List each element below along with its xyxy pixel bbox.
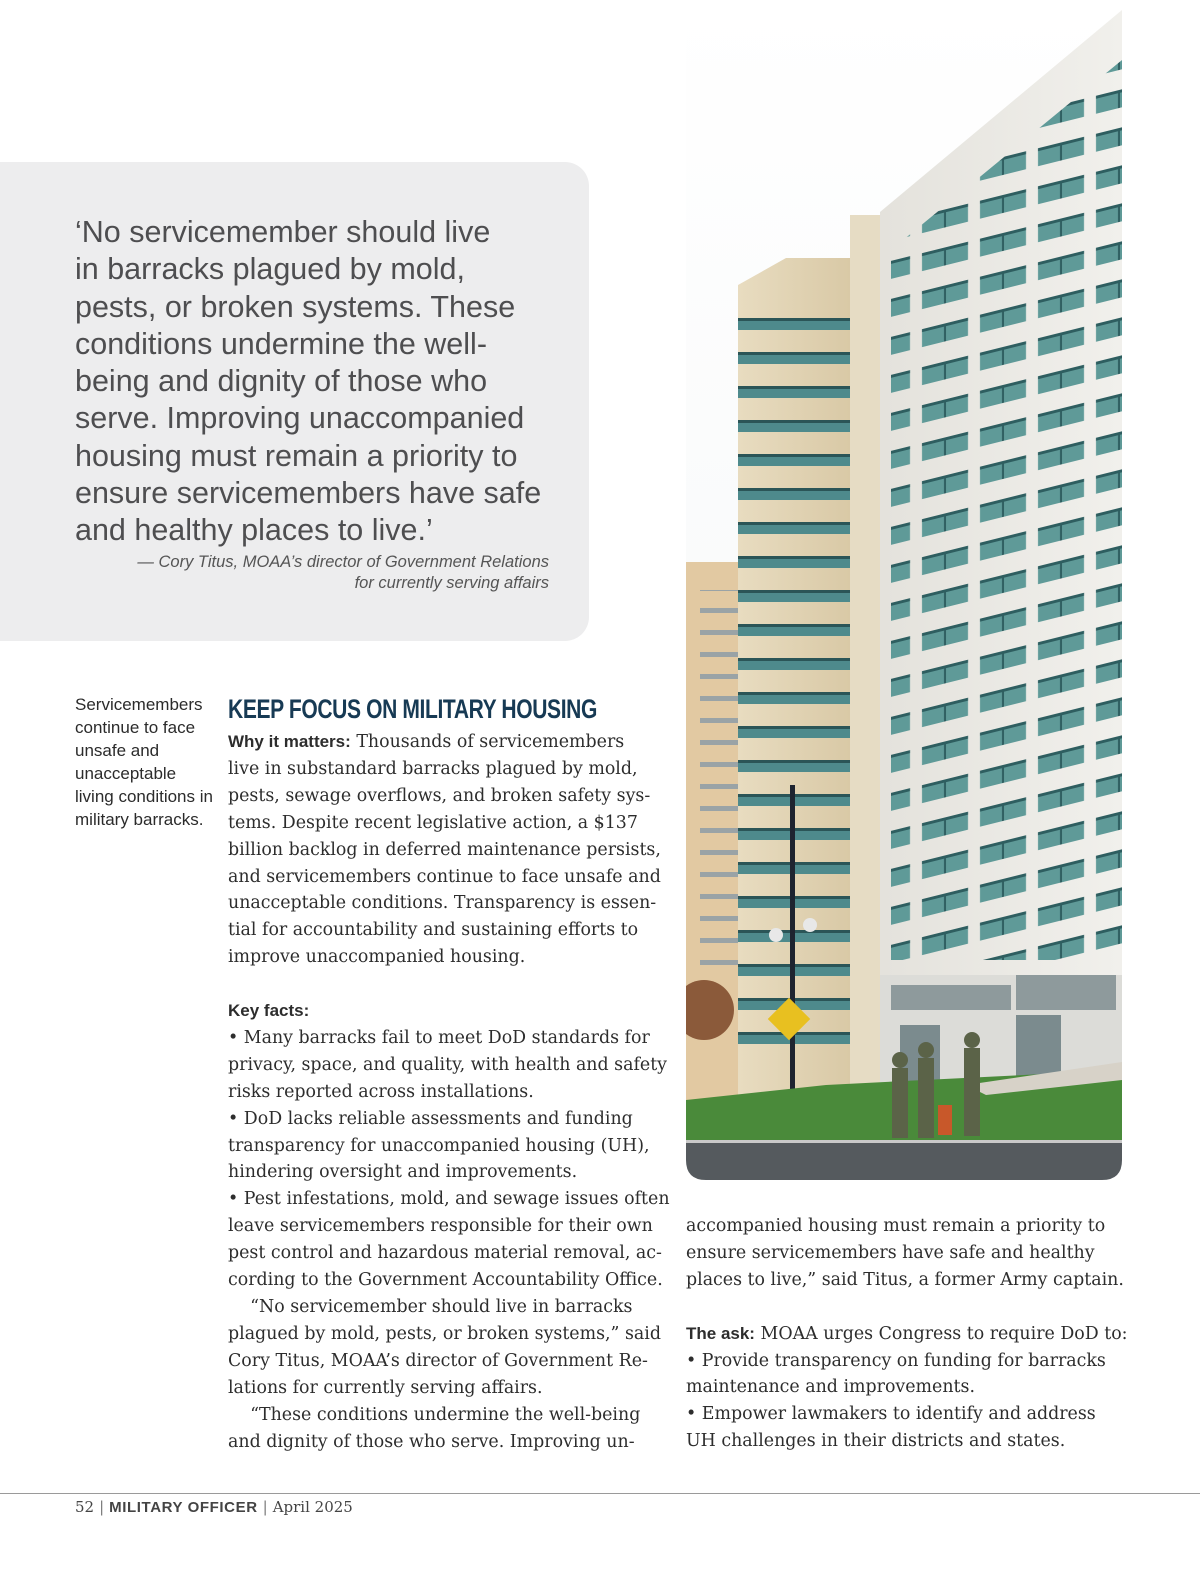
body-line: pest control and hazardous material removal, ac- bbox=[228, 1243, 662, 1264]
quote-line: serve. Improving unaccompanied bbox=[75, 401, 525, 436]
body-line: ensure servicemembers have safe and healthy bbox=[686, 1242, 1095, 1263]
body-line: maintenance and improvements. bbox=[686, 1377, 975, 1398]
body-line: tems. Despite recent legislative action, a $137 bbox=[228, 812, 638, 833]
body-line: transparency for unaccompanied housing (UH), bbox=[228, 1135, 650, 1156]
why-it-matters-label: Why it matters: bbox=[228, 732, 351, 751]
body-line: tial for accountability and sustaining efforts to bbox=[228, 920, 639, 941]
body-line: • Pest infestations, mold, and sewage issues often bbox=[228, 1189, 670, 1210]
quote-line: pests, or broken systems. These bbox=[75, 289, 516, 324]
barracks-building-photo bbox=[686, 0, 1122, 1180]
quote-line: being and dignity of those who bbox=[75, 364, 488, 399]
body-line: risks reported across installations. bbox=[228, 1081, 534, 1102]
quote-line: ensure servicemembers have safe bbox=[75, 476, 542, 511]
body-line: improve unaccompanied housing. bbox=[228, 947, 526, 968]
footer-rule bbox=[0, 1493, 1200, 1494]
quote-line: conditions undermine the well- bbox=[75, 326, 487, 361]
issue-date: April 2025 bbox=[272, 1498, 353, 1516]
pull-quote-text bbox=[75, 214, 545, 550]
body-line: accompanied housing must remain a priority to bbox=[686, 1216, 1106, 1236]
the-ask-label: The ask: bbox=[686, 1323, 755, 1343]
page-number: 52 bbox=[75, 1498, 95, 1516]
key-facts-label: Key facts: bbox=[228, 1001, 310, 1021]
quote-line: housing must remain a priority to bbox=[75, 438, 518, 473]
body-line: leave servicemembers responsible for their own bbox=[228, 1216, 653, 1237]
body-line: and servicemembers continue to face unsafe and bbox=[228, 866, 661, 887]
body-line: • DoD lacks reliable assessments and funding bbox=[228, 1108, 633, 1129]
body-line: and dignity of those who serve. Improving un- bbox=[228, 1431, 635, 1452]
article-column-right bbox=[686, 1213, 1126, 1455]
body-line: • Provide transparency on funding for barracks bbox=[686, 1350, 1106, 1371]
quote-line: and healthy places to live.’ bbox=[75, 513, 433, 548]
body-line: Thousands of servicemembers bbox=[356, 732, 625, 752]
body-line: UH challenges in their districts and states. bbox=[686, 1431, 1066, 1452]
attribution-line: — Cory Titus, MOAA’s director of Government Relations bbox=[137, 553, 549, 571]
body-line: “These conditions undermine the well-being bbox=[228, 1404, 641, 1425]
body-line: places to live,” said Titus, a former Army captain. bbox=[686, 1269, 1124, 1290]
body-line: pests, sewage overflows, and broken safety sys- bbox=[228, 785, 651, 806]
body-line: plagued by mold, pests, or broken systems,” said bbox=[228, 1323, 661, 1344]
body-line: live in substandard barracks plagued by mold, bbox=[228, 758, 638, 779]
body-line: hindering oversight and improvements. bbox=[228, 1162, 578, 1183]
pull-quote-attribution bbox=[75, 552, 549, 594]
article-column-left bbox=[228, 729, 668, 1455]
body-line: privacy, space, and quality, with health and safety bbox=[228, 1054, 668, 1075]
body-line: billion backlog in deferred maintenance persists, bbox=[228, 839, 661, 860]
quote-line: ‘No servicemember should live bbox=[75, 215, 491, 249]
article-heading: KEEP FOCUS ON MILITARY HOUSING bbox=[228, 694, 597, 724]
attribution-line: for currently serving affairs bbox=[354, 574, 549, 592]
body-line: Cory Titus, MOAA’s director of Government Re- bbox=[228, 1350, 648, 1371]
body-line: • Many barracks fail to meet DoD standards for bbox=[228, 1027, 650, 1048]
body-line: MOAA urges Congress to require DoD to: bbox=[760, 1323, 1128, 1344]
quote-line: in barracks plagued by mold, bbox=[75, 252, 465, 287]
body-line: cording to the Government Accountability Office. bbox=[228, 1270, 663, 1291]
publication-name: MILITARY OFFICER bbox=[109, 1499, 258, 1516]
body-line: • Empower lawmakers to identify and address bbox=[686, 1404, 1096, 1425]
page-footer: 52 | MILITARY OFFICER | April 2025 bbox=[75, 1498, 353, 1516]
body-line: “No servicemember should live in barracks bbox=[228, 1297, 633, 1318]
body-line: lations for currently serving affairs. bbox=[228, 1377, 543, 1398]
photo-caption: Servicemembers continue to face unsafe and unacceptable living conditions in military barracks. bbox=[75, 695, 213, 829]
body-line: unacceptable conditions. Transparency is essen- bbox=[228, 893, 657, 914]
